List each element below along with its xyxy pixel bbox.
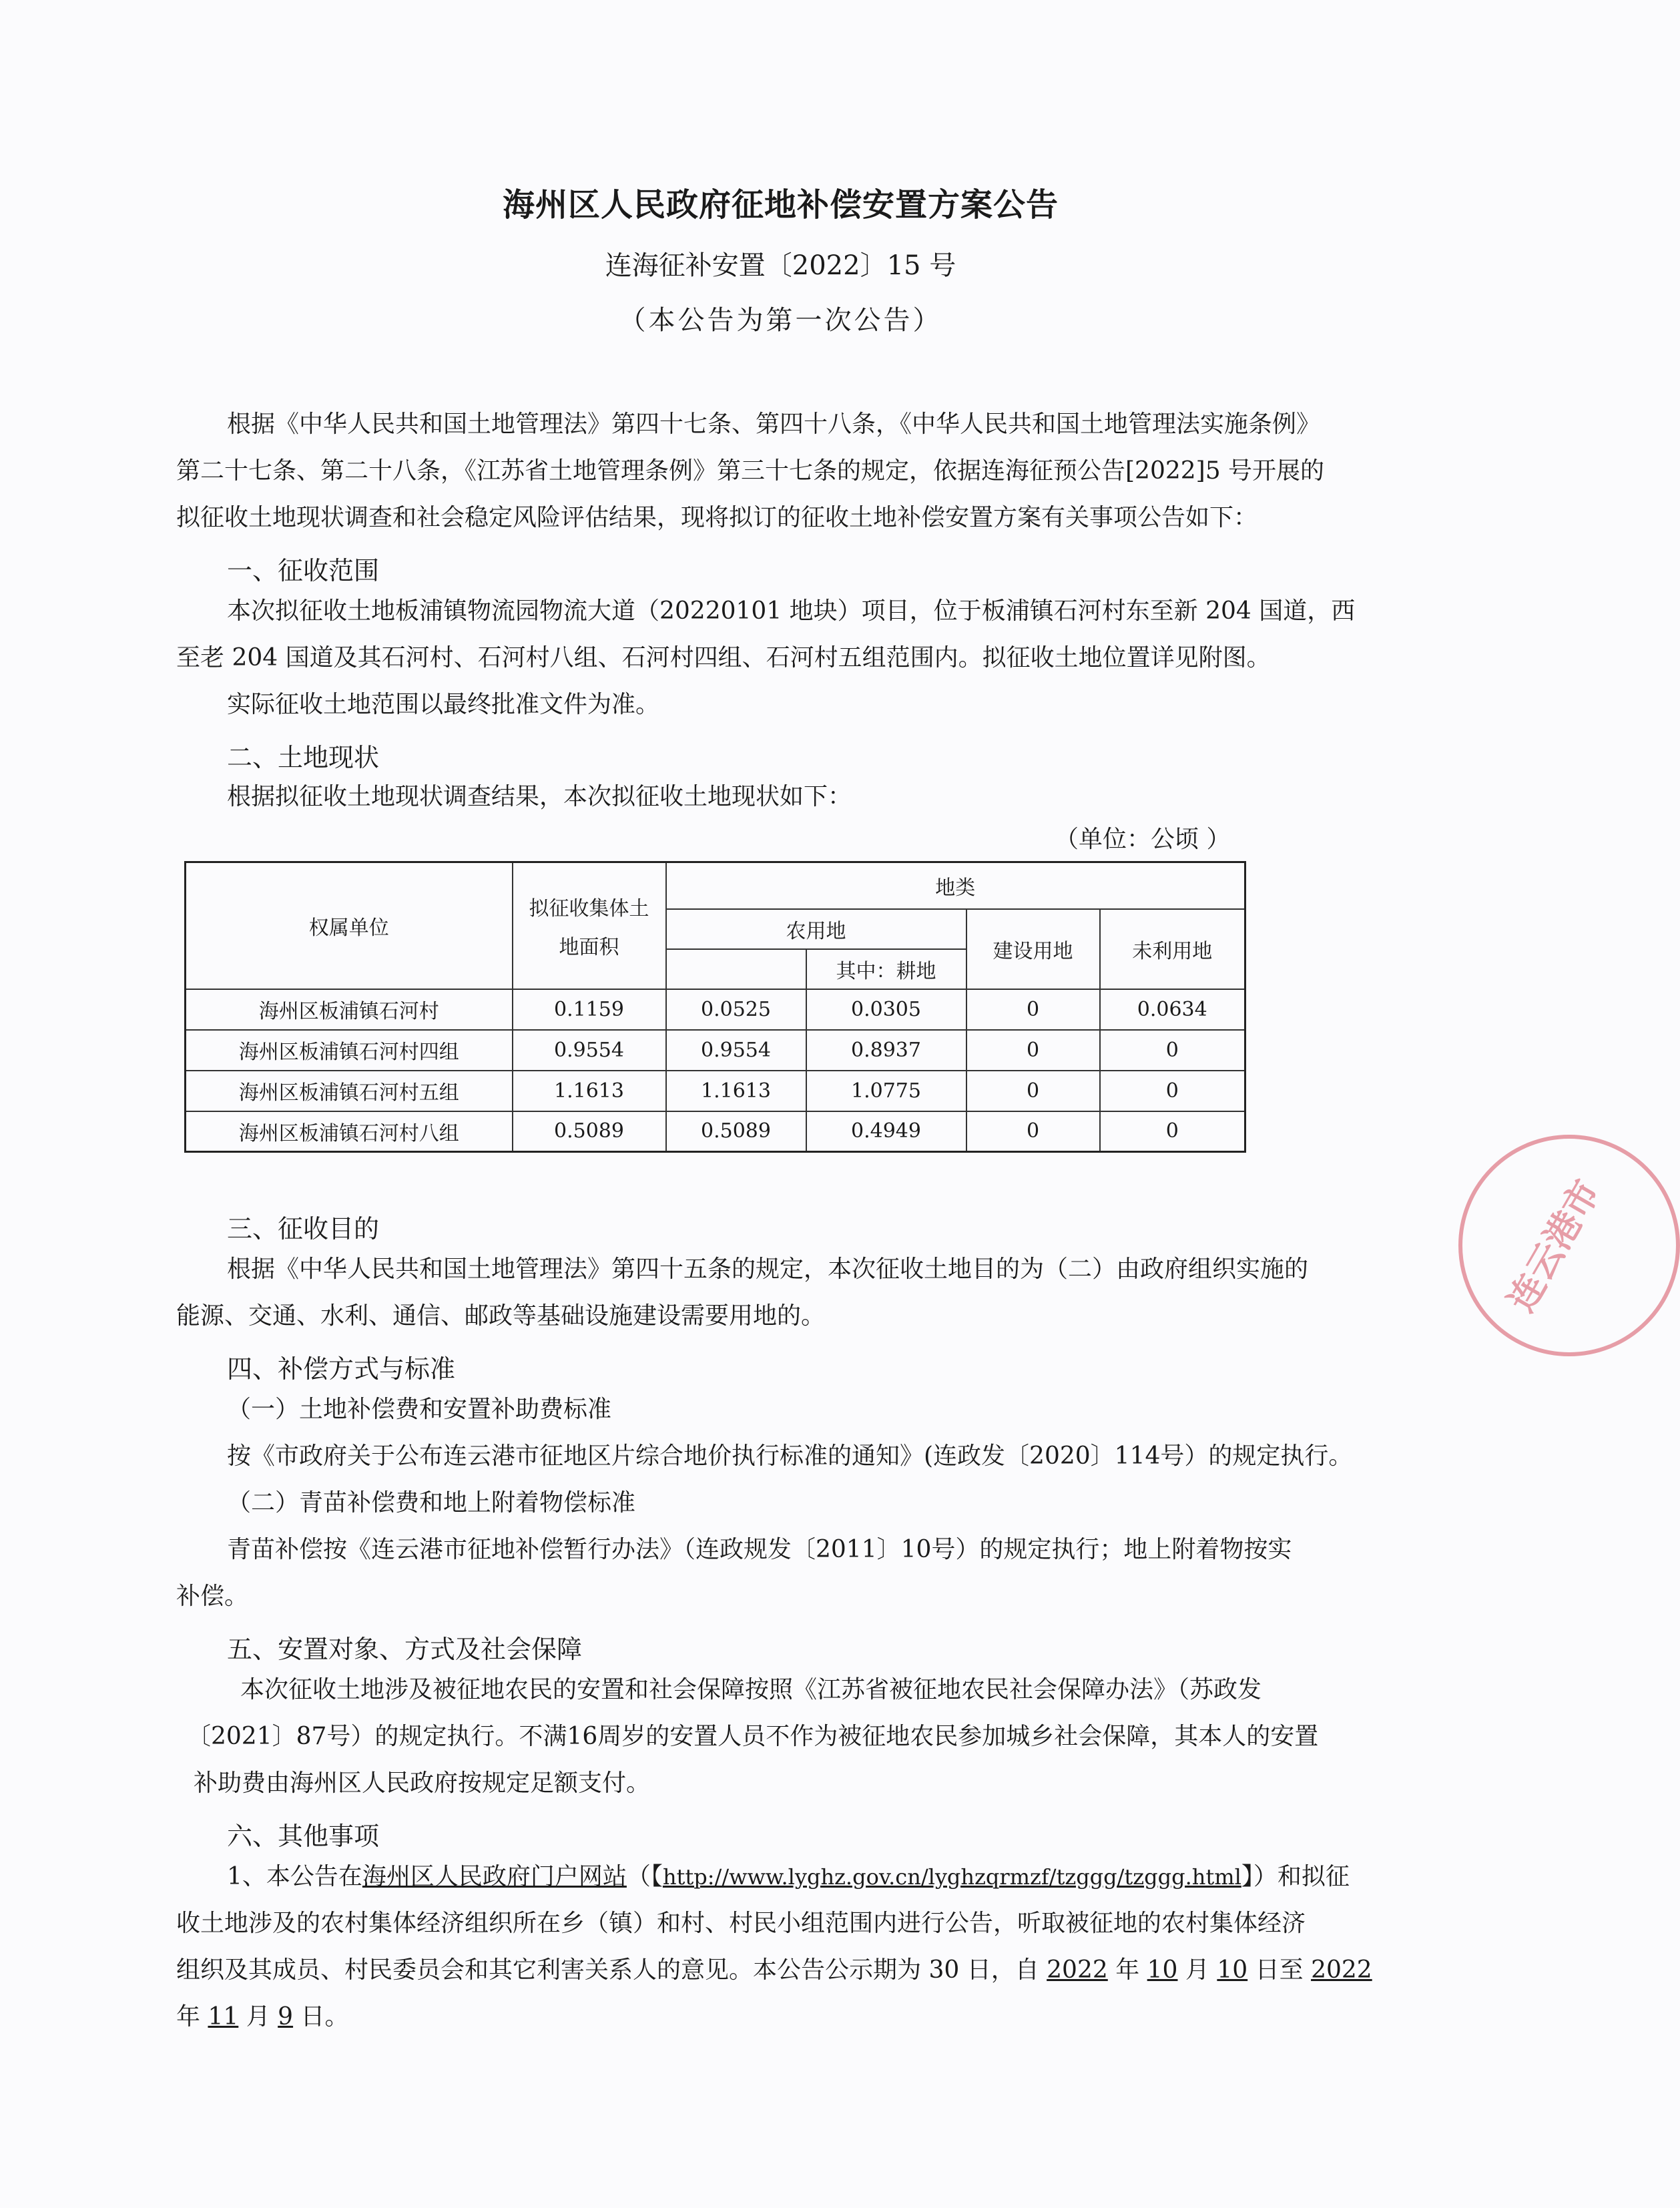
section6-line-1: [227, 1862, 1350, 1892]
intro-line-1: 根据《中华人民共和国土地管理法》第四十七条、第四十八条，《中华人民共和国土地管理法实施条例》: [227, 410, 1321, 438]
cell-area: 0.5089: [513, 1111, 666, 1152]
cell-agri: 0.0525: [666, 989, 806, 1030]
start-year: 2022: [1047, 1956, 1108, 1984]
end-day: 9: [278, 2003, 294, 2030]
section4-sub2-line-2: 补偿。: [176, 1583, 249, 1610]
cell-agri: 0.9554: [666, 1030, 806, 1071]
table-row: [186, 1111, 1245, 1152]
section6-line-1-prefix: 1、本公告在: [227, 1863, 362, 1890]
section1-line-1: 本次拟征收土地板浦镇物流园物流大道（20220101 地块）项目，位于板浦镇石河村东至新 204 国道，西: [227, 597, 1356, 625]
portal-url-link[interactable]: http://www.lyghz.gov.cn/lyghzqrmzf/tzggg/tzggg.html: [662, 1864, 1241, 1890]
section3-line-1: 根据《中华人民共和国土地管理法》第四十五条的规定，本次征收土地目的为（二）由政府组织实施的: [227, 1256, 1309, 1283]
page-title: 海州区人民政府征地补偿安置方案公告: [502, 186, 1059, 224]
cell-farmland: 0.4949: [806, 1111, 966, 1152]
document-number: 连海征补安置〔2022〕15 号: [605, 250, 956, 281]
table-row: [186, 989, 1245, 1030]
section1-heading: 一、征收范围: [227, 556, 380, 585]
cell-construction: 0: [966, 1071, 1100, 1111]
header-land-type: 地类: [666, 862, 1245, 909]
cell-construction: 0: [966, 1111, 1100, 1152]
intro-line-3: 拟征收土地现状调查和社会稳定风险评估结果，现将拟订的征收土地补偿安置方案有关事项公告如下：: [176, 504, 1258, 531]
section4-sub1: （一）土地补偿费和安置补助费标准: [227, 1396, 612, 1423]
cell-construction: 0: [966, 989, 1100, 1030]
announcement-round: （本公告为第一次公告）: [619, 305, 942, 336]
header-owner: 权属单位: [186, 862, 513, 989]
header-area-line-1: 拟征收集体土: [529, 896, 649, 920]
section3-line-2: 能源、交通、水利、通信、邮政等基础设施建设需要用地的。: [176, 1302, 826, 1330]
header-agri: 农用地: [666, 909, 966, 949]
table-row: [186, 1071, 1245, 1111]
end-month: 11: [208, 2003, 239, 2030]
cell-owner: 海州区板浦镇石河村五组: [186, 1071, 513, 1111]
cell-agri: 1.1613: [666, 1071, 806, 1111]
section5-line-3: 补助费由海州区人民政府按规定足额支付。: [194, 1769, 651, 1797]
cell-agri: 0.5089: [666, 1111, 806, 1152]
section1-line-3: 实际征收土地范围以最终批准文件为准。: [227, 691, 660, 718]
month-label: 月: [238, 2003, 278, 2030]
cell-owner: 海州区板浦镇石河村八组: [186, 1111, 513, 1152]
section2-line-1: 根据拟征收土地现状调查结果，本次拟征收土地现状如下：: [227, 783, 852, 810]
intro-line-2: 第二十七条、第二十八条，《江苏省土地管理条例》第三十七条的规定，依据连海征预公告[2022]5 号开展的: [176, 457, 1325, 485]
section4-sub2: （二）青苗补偿费和地上附着物偿标准: [227, 1489, 636, 1516]
section6-line-2: 收土地涉及的农村集体经济组织所在乡（镇）和村、村民小组范围内进行公告，听取被征地的农村集体经济: [176, 1910, 1306, 1937]
section6-heading: 六、其他事项: [227, 1822, 380, 1851]
cell-unused: 0.0634: [1100, 989, 1245, 1030]
bracket-open: （【: [626, 1863, 663, 1890]
cell-farmland: 0.0305: [806, 989, 966, 1030]
header-unused: 未利用地: [1100, 909, 1245, 989]
section1-line-2: 至老 204 国道及其石河村、石河村八组、石河村四组、石河村五组范围内。拟征收土地位置详见附图。: [176, 644, 1271, 671]
header-of-which-farmland: 其中：耕地: [806, 949, 966, 989]
official-seal: [1458, 1135, 1680, 1356]
cell-owner: 海州区板浦镇石河村四组: [186, 1030, 513, 1071]
cell-unused: 0: [1100, 1030, 1245, 1071]
portal-website-name: 海州区人民政府门户网站: [362, 1863, 627, 1890]
cell-area: 0.9554: [513, 1030, 666, 1071]
section6-line-3: [176, 1956, 1372, 1985]
section4-heading: 四、补偿方式与标准: [227, 1354, 456, 1384]
month-suffix: 月: [1177, 1956, 1217, 1984]
cell-owner: 海州区板浦镇石河村: [186, 989, 513, 1030]
end-year: 2022: [1311, 1956, 1372, 1984]
cell-farmland: 0.8937: [806, 1030, 966, 1071]
cell-unused: 0: [1100, 1071, 1245, 1111]
section3-heading: 三、征收目的: [227, 1214, 380, 1244]
section4-sub2-line-1: 青苗补偿按《连云港市征地补偿暂行办法》（连政规发〔2011〕10号）的规定执行；地上附着物按实: [227, 1536, 1292, 1563]
section4-sub1-text: 按《市政府关于公布连云港市征地区片综合地价执行标准的通知》(连政发〔2020〕114号）的规定执行。: [227, 1442, 1353, 1470]
section2-heading: 二、土地现状: [227, 743, 380, 772]
header-area-line-2: 地面积: [559, 935, 619, 959]
day-to: 日至: [1247, 1956, 1312, 1984]
cell-construction: 0: [966, 1030, 1100, 1071]
section5-line-1: 本次征收土地涉及被征地农民的安置和社会保障按照《江苏省被征地农民社会保障办法》（苏政发: [240, 1676, 1262, 1703]
start-day: 10: [1217, 1956, 1248, 1984]
bracket-close: 】）和拟征: [1241, 1863, 1350, 1890]
cell-area: 0.1159: [513, 989, 666, 1030]
cell-farmland: 1.0775: [806, 1071, 966, 1111]
seal-text: 连云港市: [1499, 1172, 1609, 1319]
section5-line-2: 〔2021〕87号）的规定执行。不满16周岁的安置人员不作为被征地农民参加城乡社会保障，其本人的安置: [187, 1723, 1319, 1750]
cell-unused: 0: [1100, 1111, 1245, 1152]
land-status-table: [184, 861, 1246, 1153]
year-label: 年: [176, 2003, 208, 2030]
start-month: 10: [1147, 1956, 1178, 1984]
section6-line-4: [176, 2002, 349, 2032]
unit-label: （单位：公顷 ）: [1055, 826, 1231, 853]
cell-area: 1.1613: [513, 1071, 666, 1111]
header-area: [513, 862, 666, 989]
section5-heading: 五、安置对象、方式及社会保障: [227, 1635, 583, 1664]
header-construction: 建设用地: [966, 909, 1100, 989]
header-agri-blank: [666, 949, 806, 989]
table-row: [186, 1030, 1245, 1071]
line-3-text: 组织及其成员、村民委员会和其它利害关系人的意见。本公告公示期为 30 日，自: [176, 1956, 1047, 1984]
year-suffix: 年: [1107, 1956, 1147, 1984]
day-end: 日。: [293, 2003, 349, 2030]
